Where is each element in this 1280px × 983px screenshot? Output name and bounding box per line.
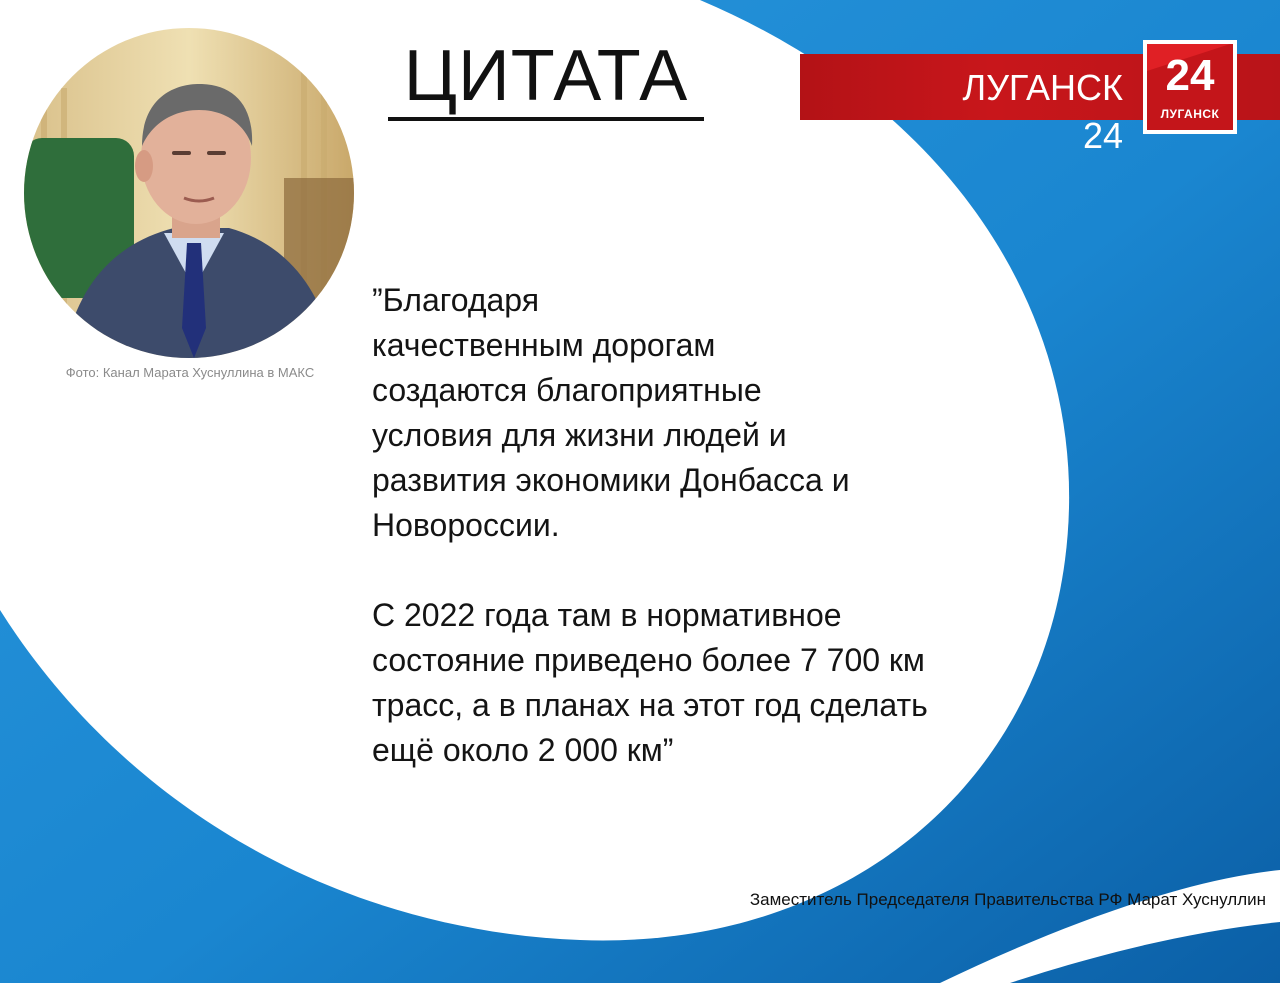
logo-caption: ЛУГАНСК bbox=[1160, 107, 1220, 121]
portrait-photo-icon bbox=[24, 28, 354, 358]
quote-author: Заместитель Председателя Правительства РФ Марат Хуснуллин bbox=[749, 890, 1266, 909]
page-title: ЦИТАТА bbox=[403, 36, 689, 116]
logo-number: 24 bbox=[1165, 51, 1215, 100]
quote-text bbox=[372, 278, 1012, 773]
photo-credit: Фото: Канал Марата Хуснуллина в МАКС bbox=[65, 365, 315, 380]
brand-name: ЛУГАНСК 24 bbox=[962, 67, 1123, 156]
quote-paragraph-2: С 2022 года там в нормативное состояние приведено более 7 700 км трасс, а в планах на этот год сделать ещё около 2 000 км” bbox=[372, 597, 928, 768]
luhansk-24-logo-icon bbox=[1143, 40, 1237, 134]
title-underline bbox=[388, 117, 704, 121]
quote-paragraph-1: ”Благодаря качественным дорогам создаются благоприятные условия для жизни людей и развития экономики Донбасса и Новороссии. bbox=[372, 282, 850, 543]
